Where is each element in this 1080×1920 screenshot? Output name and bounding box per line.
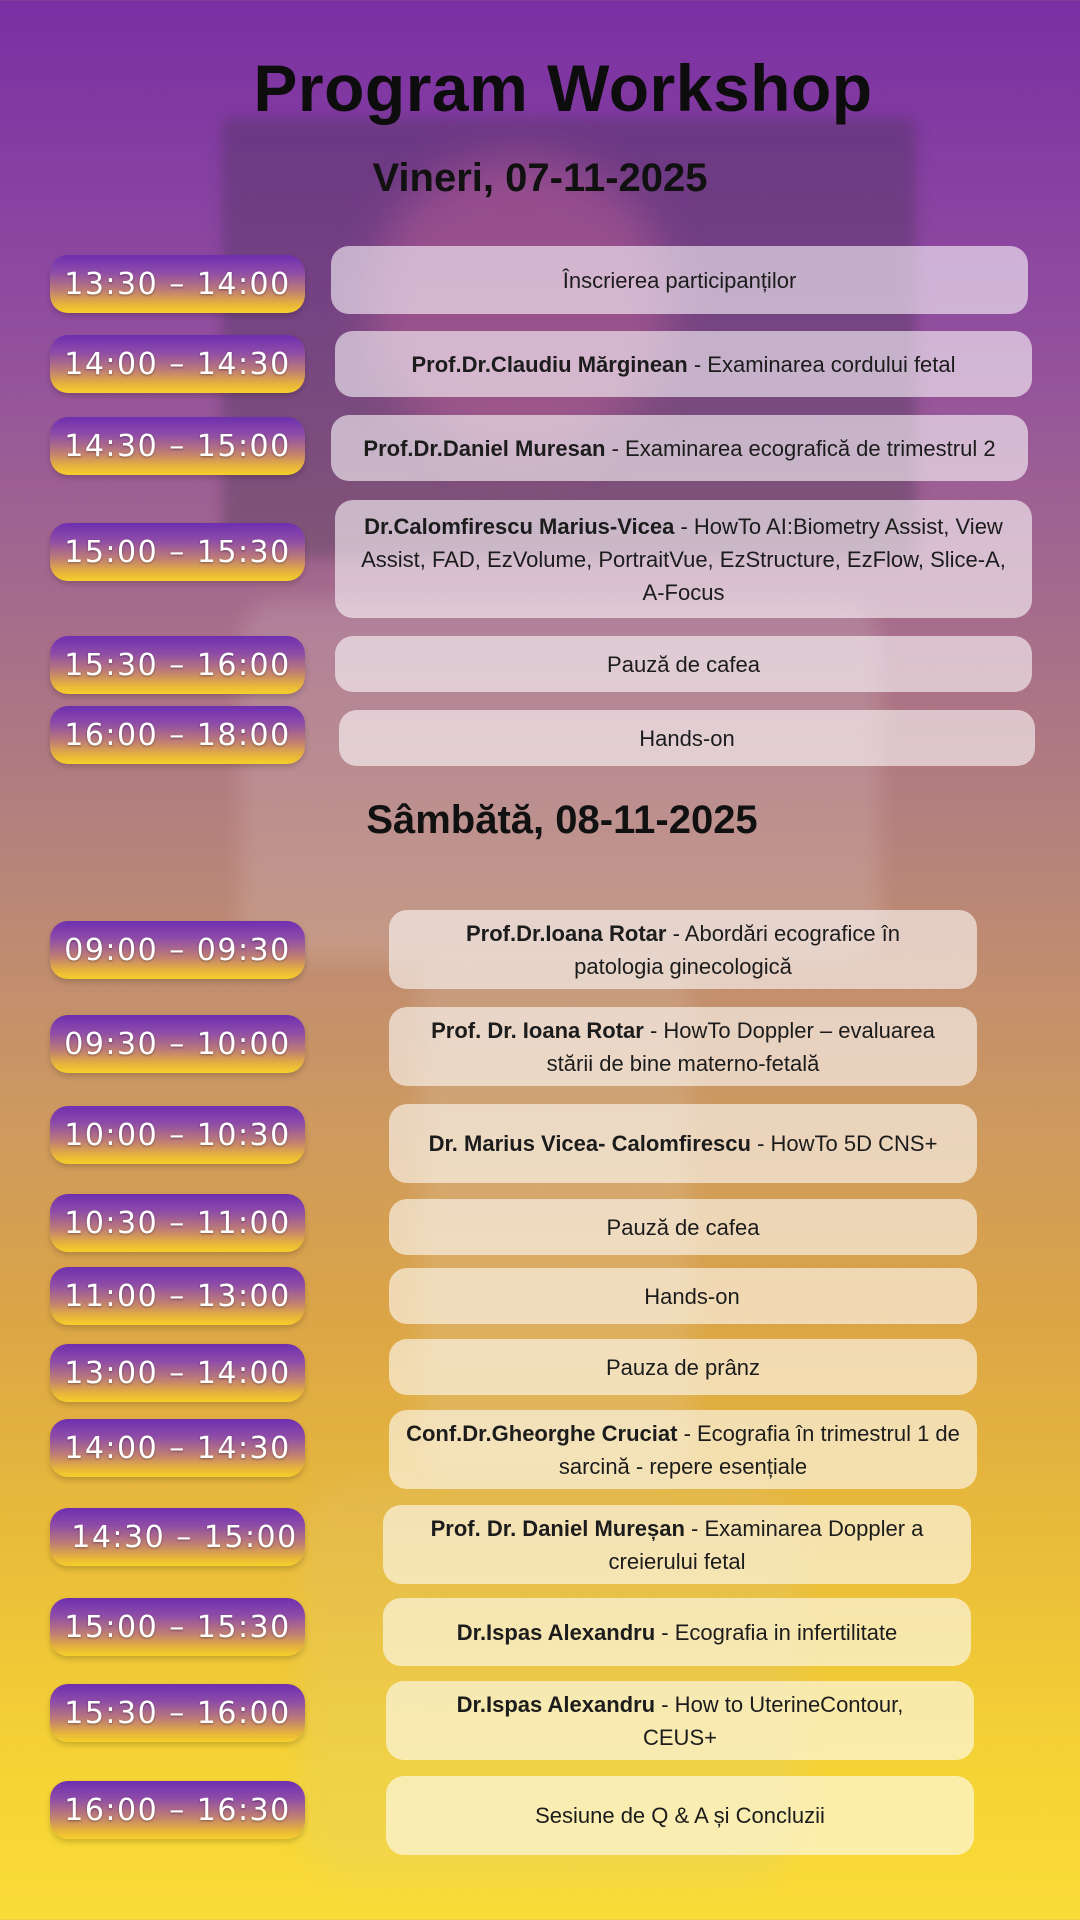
session-topic: Hands-on — [644, 1283, 740, 1309]
session-box — [389, 1339, 977, 1395]
session-box — [389, 1104, 977, 1183]
time-slot: 14:00 – 14:30 — [50, 335, 305, 393]
session-box — [389, 1199, 977, 1255]
session-topic: Hands-on — [639, 725, 735, 751]
session-topic: - Ecografia in infertilitate — [655, 1619, 898, 1645]
session-speaker: Prof.Dr.Ioana Rotar — [465, 920, 667, 946]
time-slot: 14:00 – 14:30 — [50, 1419, 305, 1477]
session-box — [386, 1776, 974, 1855]
time-slot: 15:30 – 16:00 — [50, 636, 305, 694]
session-box — [383, 1598, 971, 1666]
session-speaker: Dr.Ispas Alexandru — [456, 1619, 656, 1645]
session-topic: Pauză de cafea — [607, 651, 760, 677]
time-slot: 14:30 – 15:00 — [50, 1508, 305, 1566]
session-topic: - How to UterineContour, CEUS+ — [643, 1691, 904, 1750]
session-box — [331, 415, 1028, 481]
time-slot: 16:00 – 16:30 — [50, 1781, 305, 1839]
session-topic: - Examinarea ecografică de trimestrul 2 — [605, 435, 996, 461]
time-slot: 15:30 – 16:00 — [50, 1684, 305, 1742]
session-topic: Pauză de cafea — [606, 1214, 760, 1240]
session-speaker: Prof. Dr. Ioana Rotar — [431, 1017, 644, 1043]
day2-heading: Sâmbătă, 08-11-2025 — [366, 798, 758, 842]
time-slot: 13:00 – 14:00 — [50, 1344, 305, 1402]
time-slot: 15:00 – 15:30 — [50, 1598, 305, 1656]
session-speaker: Prof.Dr.Daniel Muresan — [363, 435, 606, 461]
session-speaker: Dr. Marius Vicea- Calomfirescu — [428, 1131, 751, 1156]
session-topic: - HowTo Doppler – evaluarea stării de bine materno-fetală — [546, 1017, 935, 1076]
page-title: Program Workshop — [253, 51, 873, 125]
session-topic: Înscrierea participanților — [562, 267, 797, 293]
session-topic: - Abordări ecografice în patologia ginecologică — [574, 920, 901, 979]
session-topic: - Examinarea Doppler a creierului fetal — [608, 1515, 924, 1574]
session-box — [389, 1268, 977, 1324]
session-topic: - Ecografia în trimestrul 1 de sarcină - repere esențiale — [558, 1420, 960, 1479]
session-topic: - Examinarea cordului fetal — [687, 351, 956, 377]
day1-heading: Vineri, 07-11-2025 — [372, 156, 708, 200]
session-box — [383, 1505, 971, 1584]
session-speaker: Conf.Dr.Gheorghe Cruciat — [406, 1420, 678, 1446]
session-box — [389, 1007, 977, 1086]
session-box — [389, 1410, 977, 1489]
session-box — [335, 331, 1032, 397]
session-box — [335, 636, 1032, 692]
session-topic: Sesiune de Q & A și Concluzii — [535, 1803, 825, 1828]
time-slot: 10:00 – 10:30 — [50, 1106, 305, 1164]
time-slot: 11:00 – 13:00 — [50, 1267, 305, 1325]
session-topic: - HowTo 5D CNS+ — [750, 1131, 938, 1156]
time-slot: 16:00 – 18:00 — [50, 706, 305, 764]
time-slot: 15:00 – 15:30 — [50, 523, 305, 581]
session-box — [339, 710, 1035, 766]
time-slot: 10:30 – 11:00 — [50, 1194, 305, 1252]
session-speaker: Dr.Ispas Alexandru — [456, 1691, 656, 1717]
session-box — [331, 246, 1028, 314]
session-box — [335, 500, 1032, 618]
time-slot: 09:30 – 10:00 — [50, 1015, 305, 1073]
session-box — [389, 910, 977, 989]
session-box — [386, 1681, 974, 1760]
time-slot: 13:30 – 14:00 — [50, 255, 305, 313]
session-speaker: Dr.Calomfirescu Marius-Vicea — [364, 513, 675, 539]
session-topic: Pauza de prânz — [605, 1354, 761, 1380]
time-slot: 14:30 – 15:00 — [50, 417, 305, 475]
session-speaker: Prof. Dr. Daniel Mureșan — [430, 1515, 685, 1541]
time-slot: 09:00 – 09:30 — [50, 921, 305, 979]
session-speaker: Prof.Dr.Claudiu Mărginean — [411, 351, 688, 377]
session-topic: - HowTo AI:Biometry Assist, View Assist, FAD, EzVolume, PortraitVue, EzStructure, EzFlow, Slice-A, A-Focus — [361, 513, 1006, 605]
